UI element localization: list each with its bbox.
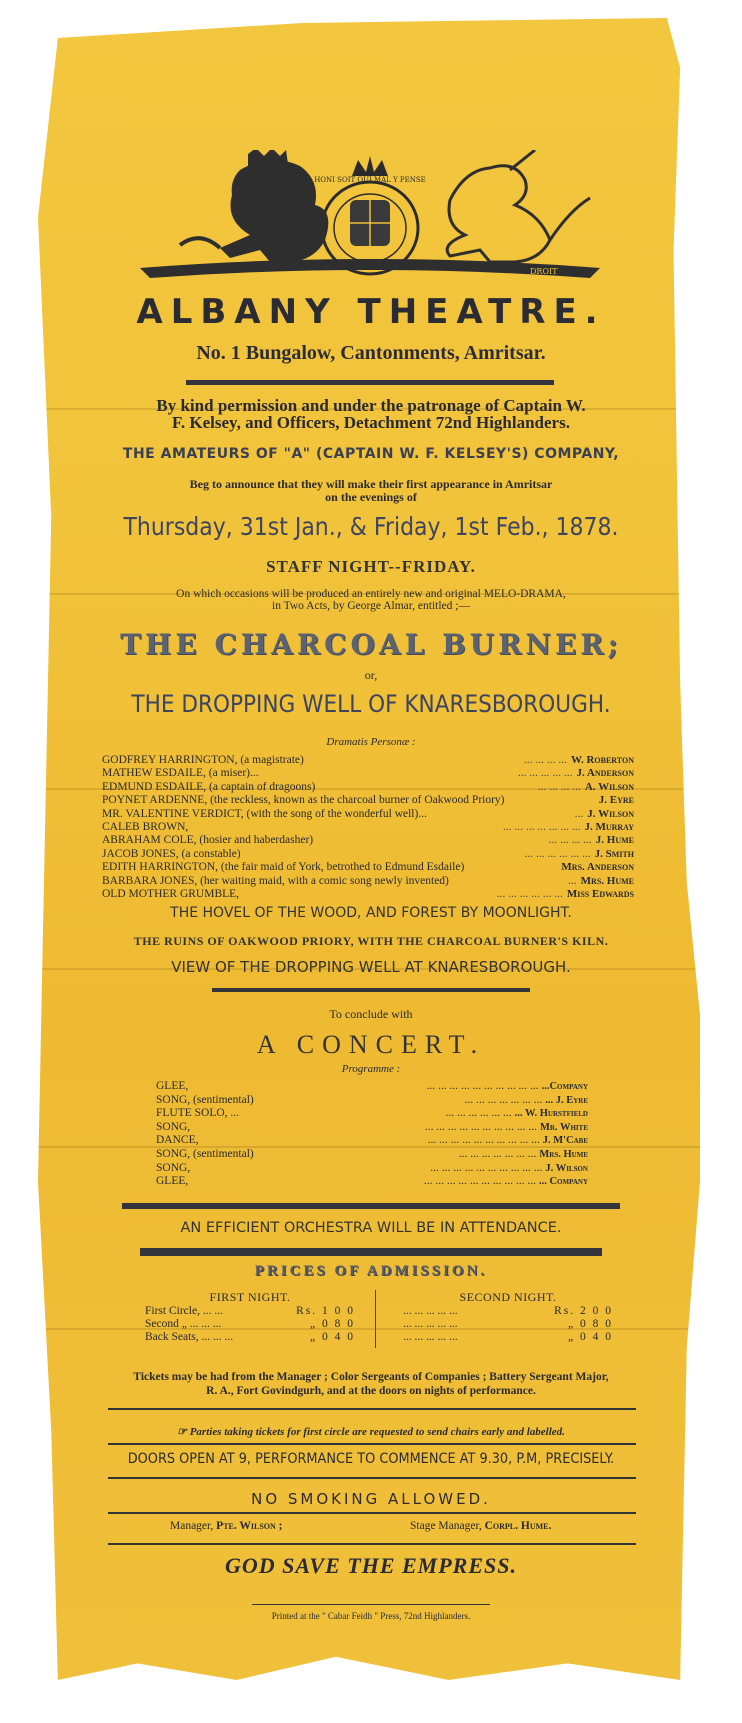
concert-title: A CONCERT.	[256, 1030, 486, 1059]
divider	[122, 1203, 620, 1209]
cast-row: EDITH HARRINGTON, (the fair maid of York, betrothed to Edmund Esdaile) Mrs. Anderson	[102, 861, 634, 874]
first-night-prices: FIRST NIGHT. First Circle, ... ... Rs. 1 0 0 Second „ ... ... ... „ 0 8 0 Back Seats, ... ... ... „ 0 4 0	[145, 1290, 355, 1343]
ticket-info: Tickets may be had from the Manager ; Color Sergeants of Companies ; Battery Sergeant Major, R. A., Fort Govindgurh, and at the doors on nights of performance.	[133, 1371, 609, 1397]
programme-row: SONG, ... ... ... ... ... ... ... ... ... ... Mr. White	[156, 1120, 588, 1133]
programme-row: SONG, ... ... ... ... ... ... ... ... ... ... J. Wilson	[156, 1161, 588, 1174]
cast-list	[102, 754, 634, 901]
conclude-text: To conclude with	[329, 1007, 413, 1021]
performance-dates: Thursday, 31st Jan., & Friday, 1st Feb., 1878.	[123, 512, 619, 541]
svg-text:DROIT: DROIT	[530, 267, 558, 276]
programme-row: GLEE, ... ... ... ... ... ... ... ... ... ... ... Company	[156, 1175, 588, 1188]
programme-heading: Programme :	[341, 1063, 401, 1075]
cast-row: BARBARA JONES, (her waiting maid, with a comic song newly invented) ... Mrs. Hume	[102, 874, 634, 887]
staff-night: STAFF NIGHT--FRIDAY.	[266, 557, 476, 576]
doors-notice: DOORS OPEN AT 9, PERFORMANCE TO COMMENCE AT 9.30, P.M, PRECISELY.	[127, 1451, 615, 1467]
god-save-the-empress: GOD SAVE THE EMPRESS.	[224, 1553, 517, 1578]
poster-content: DROIT HONI SOIT QUI MAL Y PENSE ALBANY THEATRE. No. 1 Bungalow, Cantonments, Amritsar. By kind permission and under the patronage of Captain W. F. Kelsey, and Officers, Detachment 72nd Highlanders. THE AMATEURS OF "A" (CAPTAIN W. F. KELSEY'S) COMPANY, Beg to announce that they will make their first appearance in Amritsar on the evenings of Thursday, 31st Jan., & Friday, 1st Feb., 1878. STAFF NIGHT--FRIDAY. On which occasions will be produced an entirely new and original MELO-DRAMA, in Two Acts, by George Almar, entitled ;— THE CHARCOAL BURNER; or, THE DROPPING WELL OF KNARESBOROUGH. Dramatis Personæ : GODFREY HARRINGTON, (a magistrate) ... ... ... ... W. Roberton MATHEW ESDAILE, (a miser)... ... ... ... ... ... J. Anderson EDMUND ESDAILE, (a captain of dragoons) ... ... ... ... A. Wilson POYNET ARDENNE, (the reckless, known as the charcoal burner of Oakwood Priory) J. Eyre MR. VALENTINE VERDICT, (with the song of the wonderful well)... ... J. Wilson CALEB BROWN, ... ... ... ... ... ... ... J. Murray ABRAHAM COLE, (hosier and haberdasher) ... ... ... ... J. Hume JACOB JONES, (a constable) ... ... ... ... ... ... J. Smith EDITH HARRINGTON, (the fair maid of York, betrothed to Edmund Esdaile) Mrs. Anderson BARBARA JONES, (her waiting maid, with a comic song newly invented) ... Mrs. Hume OLD MOTHER GRUMBLE, ... ... ... ... ... ... Miss Edwards THE HOVEL OF THE WOOD, AND FOREST BY MOONLIGHT. THE RUINS OF OAKWOOD PRIORY, WITH THE CHARCOAL BURNER'S KILN. VIEW OF THE DROPPING WELL AT KNARESBOROUGH. To conclude with A CONCERT. Programme : GLEE, ... ... ... ... ... ... ... ... ... ... ...Company SONG, (sentimental) ... ... ... ... ... ... ... ... J. Eyre FLUTE SOLO, ... ... ... ... ... ... ... ... W. Hurstfield SONG, ... ... ... ... ... ... ... ... ... ... Mr. White DANCE, ... ... ... ... ... ... ... ... ... ... J. M'Cabe SONG, (sentimental) ... ... ... ... ... ... ... Mrs. Hume SONG, ... ... ... ... ... ... ... ... ... ... J. Wilson GLEE, ... ... ... ... ... ... ... ... ... ... ... Company AN EFFICIENT ORCHESTRA WILL BE IN ATTENDANCE. PRICES OF ADMISSION. FIRST NIGHT. First Circle, ... ... Rs. 1 0 0 Second „ ... ... ... „ 0 8 0 Back Seats, ... ... ... „ 0 4 0 SECOND NIGHT. ... ... ... ... ... Rs. 2 0 0 ... ... ... ... ... „ 0 8 0 ... ... ... ... ... „ 0 4 0 Tickets may be had from the Manager ; Color Sergeants of Companies ; Battery Sergeant Major, R. A., Fort Govindgurh, and at the doors on nights of performance. ☞ Parties taking tickets for first circle are requested to send chairs early and labelled. DOORS OPEN AT 9, PERFORMANCE TO COMMENCE AT 9.30, P.M, PRECISELY. NO SMOKING ALLOWED. Manager, Pte. Wilson ; Stage Manager, Corpl. Hume. GOD SAVE THE EMPRESS. Printed at the " Cabar Feidh " Press, 72nd Highlanders.	[0, 0, 742, 1723]
pointing-hand-icon: ☞	[177, 1426, 190, 1438]
scene-1: THE HOVEL OF THE WOOD, AND FOREST BY MOONLIGHT.	[170, 905, 572, 921]
divider	[108, 1512, 636, 1514]
programme-row: FLUTE SOLO, ... ... ... ... ... ... ... ... W. Hurstfield	[156, 1107, 588, 1120]
divider	[108, 1543, 636, 1545]
cast-row: OLD MOTHER GRUMBLE, ... ... ... ... ... ... Miss Edwards	[102, 888, 634, 901]
scene-2: THE RUINS OF OAKWOOD PRIORY, WITH THE CHARCOAL BURNER'S KILN.	[133, 934, 609, 948]
price-divider	[375, 1290, 376, 1348]
parties-notice: ☞ Parties taking tickets for first circle are requested to send chairs early and labelled.	[177, 1426, 565, 1438]
programme-list	[156, 1080, 588, 1189]
cast-row: MR. VALENTINE VERDICT, (with the song of the wonderful well)... ... J. Wilson	[102, 807, 634, 820]
announcement: Beg to announce that they will make their first appearance in Amritsar on the evenings of	[189, 477, 553, 504]
cast-row: GODFREY HARRINGTON, (a magistrate) ... ... ... ... W. Roberton	[102, 754, 634, 766]
cast-row: CALEB BROWN, ... ... ... ... ... ... ... J. Murray	[102, 821, 634, 834]
cast-row: ABRAHAM COLE, (hosier and haberdasher) ... ... ... ... J. Hume	[102, 834, 634, 847]
no-smoking-notice: NO SMOKING ALLOWED.	[251, 1490, 491, 1508]
divider	[140, 1248, 602, 1256]
play-title: THE CHARCOAL BURNER;	[120, 628, 622, 661]
programme-row: GLEE, ... ... ... ... ... ... ... ... ... ... ...Company	[156, 1080, 588, 1092]
patronage: By kind permission and under the patronage of Captain W. F. Kelsey, and Officers, Detachment 72nd Highlanders.	[156, 396, 586, 432]
scene-3: VIEW OF THE DROPPING WELL AT KNARESBOROUGH.	[171, 958, 571, 976]
prices-heading: PRICES OF ADMISSION.	[254, 1263, 488, 1279]
printer-credit: Printed at the " Cabar Feidh " Press, 72nd Highlanders.	[271, 1611, 471, 1621]
cast-row: JACOB JONES, (a constable) ... ... ... ... ... ... J. Smith	[102, 847, 634, 860]
dramatis-heading: Dramatis Personæ :	[326, 736, 416, 748]
cast-row: POYNET ARDENNE, (the reckless, known as the charcoal burner of Oakwood Priory) J. Eyre	[102, 794, 634, 807]
svg-text:HONI SOIT QUI MAL Y PENSE: HONI SOIT QUI MAL Y PENSE	[314, 176, 426, 184]
divider	[212, 988, 530, 992]
occasion-text: On which occasions will be produced an entirely new and original MELO-DRAMA, in Two Acts, by George Almar, entitled ;—	[176, 588, 566, 612]
cast-row: MATHEW ESDAILE, (a miser)... ... ... ... ... ... J. Anderson	[102, 767, 634, 780]
theatre-address: No. 1 Bungalow, Cantonments, Amritsar.	[196, 342, 546, 364]
orchestra-notice: AN EFFICIENT ORCHESTRA WILL BE IN ATTENDANCE.	[180, 1220, 562, 1236]
divider	[108, 1477, 636, 1479]
programme-row: DANCE, ... ... ... ... ... ... ... ... ... ... J. M'Cabe	[156, 1134, 588, 1147]
cast-row: EDMUND ESDAILE, (a captain of dragoons) ... ... ... ... A. Wilson	[102, 780, 634, 793]
play-subtitle: THE DROPPING WELL OF KNARESBOROUGH.	[131, 690, 611, 718]
price-table	[145, 1290, 625, 1350]
divider	[108, 1443, 636, 1445]
or-text: or,	[364, 668, 378, 682]
divider	[186, 380, 554, 385]
royal-crest-icon	[120, 150, 620, 280]
second-night-prices: SECOND NIGHT. ... ... ... ... ... Rs. 2 0 0 ... ... ... ... ... „ 0 8 0 ... ... ... ... ... „ 0 4 0	[403, 1290, 613, 1343]
divider	[108, 1408, 636, 1410]
company-name: THE AMATEURS OF "A" (CAPTAIN W. F. KELSEY'S) COMPANY,	[122, 446, 620, 462]
programme-row: SONG, (sentimental) ... ... ... ... ... ... ... Mrs. Hume	[156, 1147, 588, 1160]
divider	[252, 1604, 490, 1605]
theatre-name: ALBANY THEATRE.	[136, 292, 606, 332]
programme-row: SONG, (sentimental) ... ... ... ... ... ... ... ... J. Eyre	[156, 1093, 588, 1106]
